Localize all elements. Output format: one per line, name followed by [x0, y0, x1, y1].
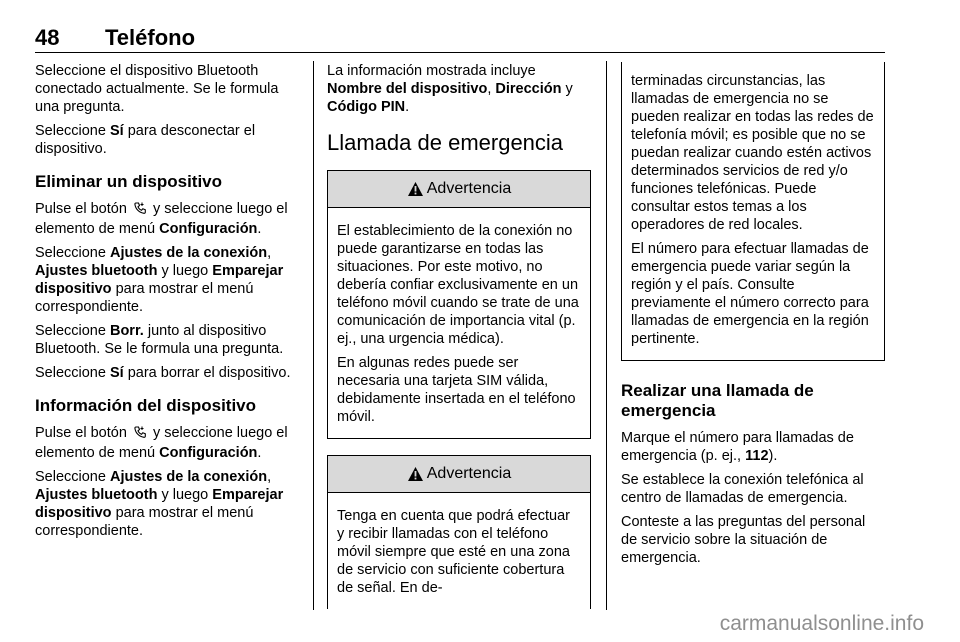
warning-box-continued — [621, 62, 885, 361]
section-heading-delete-device: Eliminar un dispositivo — [35, 172, 223, 191]
paragraph: Seleccione Ajustes de la conexión, Ajustes bluetooth y luego Emparejar dispositivo para mostrar el menú correspondiente. — [35, 245, 284, 315]
column-1 — [35, 62, 298, 546]
paragraph: Seleccione Sí para desconectar el dispositivo. — [35, 123, 256, 157]
paragraph: Tenga en cuenta que podrá efectuar y recibir llamadas con el teléfono móvil siempre que esté en una zona de servicio con suficiente cobertura de señal. En de- — [337, 508, 570, 596]
phone-settings-icon — [133, 425, 147, 444]
warning-header — [328, 171, 590, 208]
paragraph: La información mostrada incluye Nombre del dispositivo, Dirección y Código PIN. — [327, 63, 573, 115]
warning-body — [328, 493, 590, 609]
paragraph: Seleccione Ajustes de la conexión, Ajustes bluetooth y luego Emparejar dispositivo para mostrar el menú correspondiente. — [35, 469, 284, 539]
paragraph: terminadas circunstancias, las llamadas de emergencia no se pueden realizar en todas las redes de telefonía móvil; es posible que no se puedan realizar cuando estén activos determinados servicios de red y/o funciones telefónicas. Puede consultar estos temas a los operadores de red locales. — [631, 73, 874, 233]
phone-settings-icon — [133, 201, 147, 220]
paragraph: Pulse el botón y seleccione luego el elemento de menú Configuración. — [35, 201, 288, 237]
header-divider — [35, 52, 885, 53]
paragraph: Pulse el botón y seleccione luego el elemento de menú Configuración. — [35, 425, 288, 461]
paragraph: El establecimiento de la conexión no puede garantizarse en todas las situaciones. Por este motivo, no debería confiar exclusivamente en un teléfono móvil cuando se trate de una comunicación de importancia vital (p. ej., una urgencia médica). — [337, 223, 579, 347]
warning-header — [328, 456, 590, 493]
paragraph: Seleccione Sí para borrar el dispositivo. — [35, 365, 291, 381]
column-divider-2 — [606, 61, 607, 610]
column-2 — [327, 62, 591, 625]
paragraph: En algunas redes puede ser necesaria una tarjeta SIM válida, debidamente insertada en el teléfono móvil. — [337, 355, 576, 425]
section-heading-device-info: Información del dispositivo — [35, 396, 257, 415]
warning-box-2 — [327, 455, 591, 609]
warning-triangle-icon — [407, 181, 424, 197]
section-heading-emergency-call: Llamada de emergencia — [327, 130, 564, 155]
warning-triangle-icon — [407, 466, 424, 482]
paragraph: Seleccione el dispositivo Bluetooth conectado actualmente. Se le formula una pregunta. — [35, 63, 279, 115]
page-number: 48 — [35, 25, 60, 50]
paragraph: Conteste a las preguntas del personal de servicio sobre la situación de emergencia. — [621, 514, 866, 566]
paragraph: Se establece la conexión telefónica al centro de llamadas de emergencia. — [621, 472, 864, 506]
column-3 — [621, 62, 885, 573]
page-header — [35, 22, 885, 52]
paragraph: Seleccione Borr. junto al dispositivo Bluetooth. Se le formula una pregunta. — [35, 323, 284, 357]
watermark: carmanualsonline.info — [719, 612, 924, 635]
warning-body — [328, 208, 590, 438]
page-title: Teléfono — [105, 25, 196, 50]
paragraph: El número para efectuar llamadas de emergencia puede variar según la región y el país. Consulte previamente el número correcto para llamadas de emergencia en la región pertinente. — [631, 241, 869, 347]
column-divider-1 — [313, 61, 314, 610]
section-heading-make-emergency-call: Realizar una llamada de emergencia — [621, 381, 814, 420]
paragraph: Marque el número para llamadas de emergencia (p. ej., 112). — [621, 430, 854, 464]
warning-box-1 — [327, 170, 591, 439]
warning-title: Advertencia — [426, 180, 512, 197]
warning-title: Advertencia — [426, 465, 512, 482]
